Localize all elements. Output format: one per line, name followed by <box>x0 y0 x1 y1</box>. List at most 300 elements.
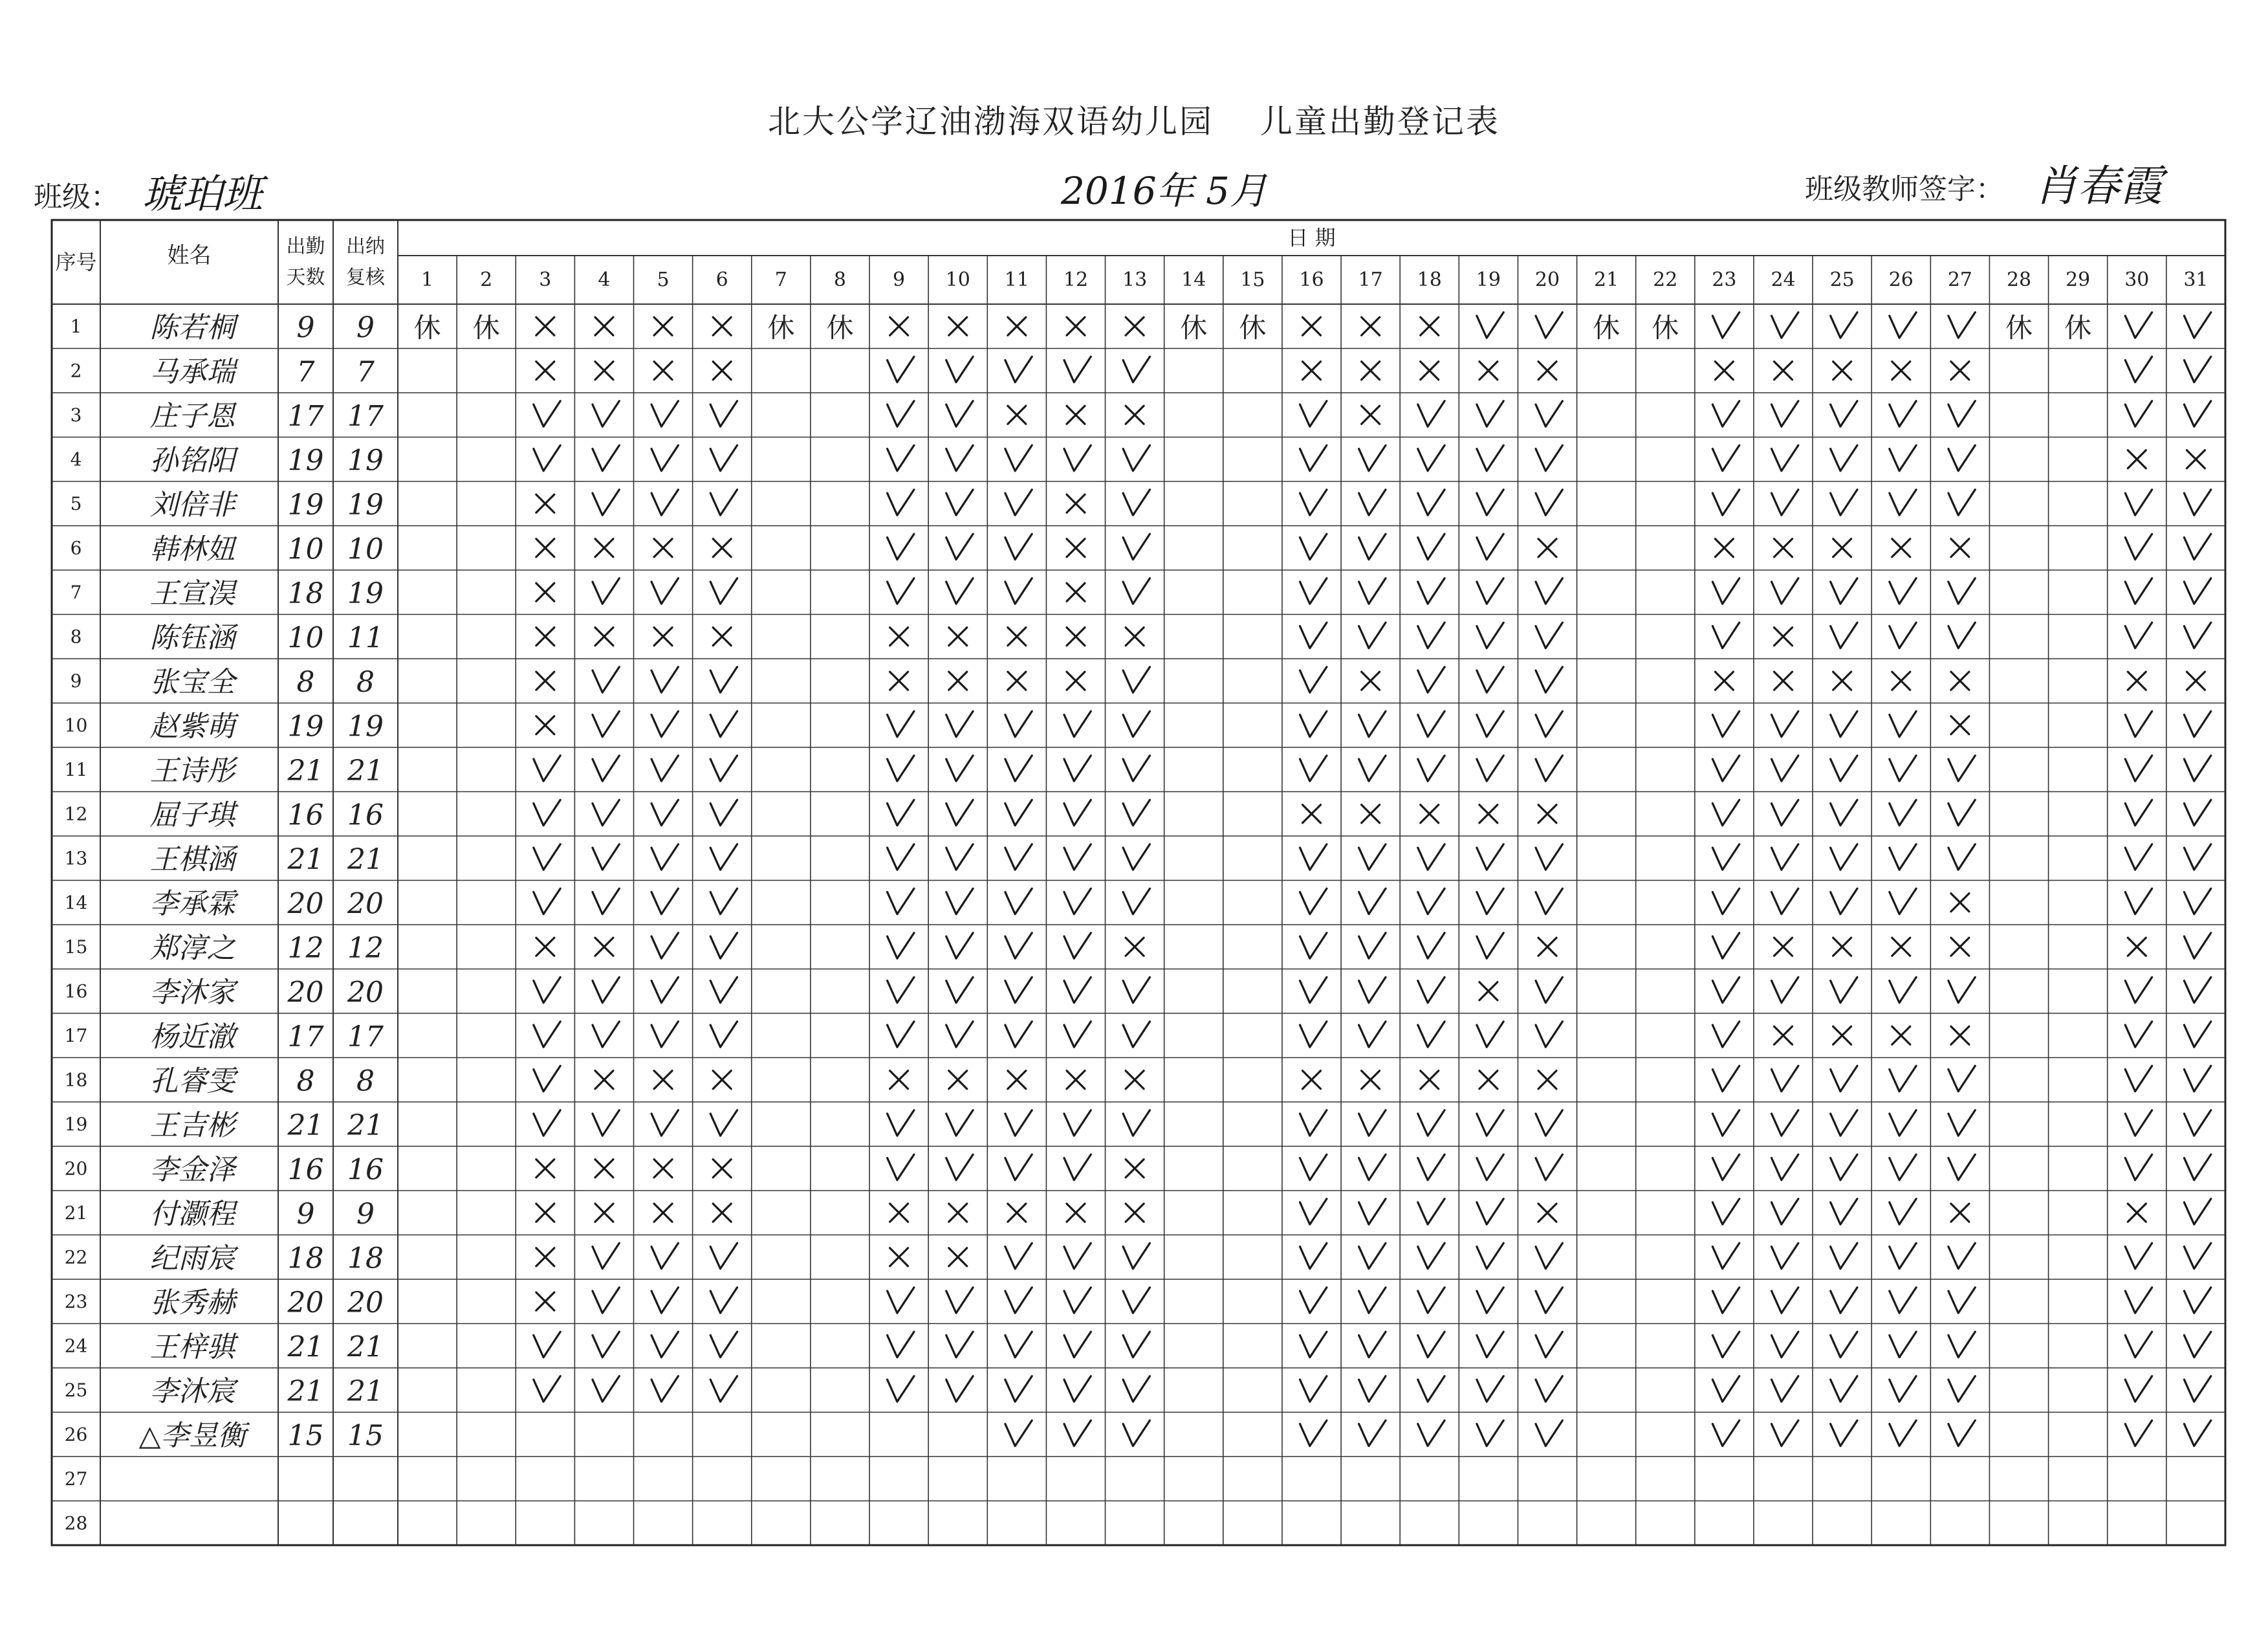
check-mark <box>2184 844 2210 870</box>
review-days: 17 <box>347 399 384 433</box>
absent-mark <box>1008 1204 1026 1222</box>
check-mark <box>1064 933 1091 959</box>
row-seq: 11 <box>64 758 88 780</box>
absent-mark <box>1303 805 1321 823</box>
check-mark <box>2184 313 2210 338</box>
check-mark <box>1300 1110 1327 1136</box>
check-mark <box>1890 578 1916 604</box>
check-mark <box>1536 711 1562 737</box>
check-mark <box>1300 1243 1327 1269</box>
check-mark <box>593 401 619 427</box>
absent-mark <box>1067 317 1085 335</box>
check-mark <box>1359 1332 1386 1358</box>
check-mark <box>2125 490 2152 516</box>
student-name: 王吉彬 <box>149 1108 235 1142</box>
check-mark <box>1123 1332 1150 1358</box>
check-mark <box>1064 1110 1091 1136</box>
check-mark <box>710 977 737 1003</box>
check-mark <box>1831 313 1857 338</box>
check-mark <box>1948 1332 1975 1358</box>
check-mark <box>1712 1110 1739 1136</box>
check-mark <box>1890 756 1916 782</box>
student-name: △李昱衡 <box>138 1419 246 1453</box>
attend-days: 19 <box>287 488 324 522</box>
check-mark <box>651 401 678 427</box>
absent-mark <box>1067 672 1085 690</box>
check-mark <box>1418 711 1445 737</box>
day-header-27: 27 <box>1947 269 1973 291</box>
review-days: 10 <box>347 533 384 566</box>
check-mark <box>651 1376 678 1402</box>
absent-mark <box>595 1160 613 1178</box>
check-mark <box>710 756 737 782</box>
absent-mark <box>536 1204 554 1222</box>
row-seq: 1 <box>70 315 82 337</box>
check-mark <box>1359 1420 1386 1446</box>
check-mark <box>651 756 678 782</box>
check-mark <box>1831 1066 1857 1092</box>
check-mark <box>710 490 737 516</box>
check-mark <box>651 1110 678 1136</box>
check-mark <box>1772 490 1798 516</box>
student-name: 屈子琪 <box>149 798 235 832</box>
check-mark <box>1772 1066 1798 1092</box>
absent-mark <box>595 628 613 646</box>
absent-mark <box>890 628 908 646</box>
check-mark <box>1477 445 1503 471</box>
check-mark <box>593 711 619 737</box>
row-seq: 14 <box>64 892 88 914</box>
check-mark <box>651 888 678 914</box>
check-mark <box>1890 1199 1916 1225</box>
check-mark <box>651 1332 678 1358</box>
review-days: 21 <box>347 1108 384 1142</box>
absent-mark <box>949 672 967 690</box>
check-mark <box>1005 534 1032 560</box>
review-days: 20 <box>347 1286 384 1319</box>
check-mark <box>1536 313 1562 338</box>
check-mark <box>1536 1376 1562 1402</box>
check-mark <box>1536 1332 1562 1358</box>
check-mark <box>1948 1376 1975 1402</box>
check-mark <box>1359 622 1386 648</box>
absent-mark <box>536 716 554 734</box>
absent-mark <box>536 672 554 690</box>
check-mark <box>1890 1154 1916 1180</box>
check-mark <box>2184 534 2210 560</box>
check-mark <box>1477 1022 1503 1048</box>
check-mark <box>888 1288 914 1314</box>
check-mark <box>1359 1243 1386 1269</box>
review-days: 8 <box>356 1064 375 1098</box>
absent-mark <box>1774 539 1793 557</box>
check-mark <box>2125 711 2152 737</box>
check-mark <box>1712 490 1739 516</box>
check-mark <box>888 445 914 471</box>
absent-mark <box>654 628 672 646</box>
check-mark <box>593 888 619 914</box>
check-mark <box>946 933 973 959</box>
check-mark <box>1948 445 1975 471</box>
check-mark <box>2125 1376 2152 1402</box>
check-mark <box>1831 445 1857 471</box>
rest-day-mark: 休 <box>767 311 795 344</box>
row-seq: 26 <box>64 1424 88 1446</box>
check-mark <box>651 1022 678 1048</box>
check-mark <box>888 1022 914 1048</box>
student-name: 张宝全 <box>149 665 235 699</box>
absent-mark <box>2186 450 2205 468</box>
review-days: 20 <box>347 887 384 921</box>
check-mark <box>1359 1376 1386 1402</box>
absent-mark <box>1715 362 1733 380</box>
absent-mark <box>654 1160 672 1178</box>
absent-mark <box>2186 672 2205 690</box>
check-mark <box>1712 578 1739 604</box>
day-header-1: 1 <box>421 269 434 291</box>
check-mark <box>1948 844 1975 870</box>
check-mark <box>1064 1420 1091 1446</box>
absent-mark <box>1362 317 1380 335</box>
absent-mark <box>536 494 554 512</box>
check-mark <box>1831 578 1857 604</box>
absent-mark <box>1892 938 1910 956</box>
check-mark <box>1948 313 1975 338</box>
check-mark <box>1712 1332 1739 1358</box>
check-mark <box>1890 401 1916 427</box>
absent-mark <box>713 628 731 646</box>
check-mark <box>1712 800 1739 826</box>
absent-mark <box>713 362 731 380</box>
check-mark <box>1772 1243 1798 1269</box>
absent-mark <box>1303 317 1321 335</box>
check-mark <box>651 844 678 870</box>
review-days: 9 <box>356 311 375 344</box>
check-mark <box>710 1332 737 1358</box>
check-mark <box>1772 888 1798 914</box>
check-mark <box>1536 888 1562 914</box>
check-mark <box>1890 445 1916 471</box>
check-mark <box>1359 1022 1386 1048</box>
check-mark <box>2184 1420 2210 1446</box>
absent-mark <box>890 1248 908 1266</box>
check-mark <box>1712 977 1739 1003</box>
check-mark <box>1300 578 1327 604</box>
absent-mark <box>713 539 731 557</box>
absent-mark <box>1892 539 1910 557</box>
check-mark <box>1948 800 1975 826</box>
check-mark <box>888 1110 914 1136</box>
check-mark <box>946 401 973 427</box>
check-mark <box>1536 977 1562 1003</box>
check-mark <box>888 534 914 560</box>
check-mark <box>1300 667 1327 693</box>
check-mark <box>710 888 737 914</box>
check-mark <box>2184 578 2210 604</box>
check-mark <box>946 578 973 604</box>
check-mark <box>2184 1376 2210 1402</box>
student-name: 陈钰涵 <box>149 621 235 655</box>
check-mark <box>1831 977 1857 1003</box>
check-mark <box>1712 1022 1739 1048</box>
check-mark <box>593 578 619 604</box>
check-mark <box>1418 933 1445 959</box>
check-mark <box>2125 888 2152 914</box>
check-mark <box>1300 1154 1327 1180</box>
review-days: 7 <box>356 355 375 389</box>
check-mark <box>1712 1420 1739 1446</box>
check-mark <box>1831 490 1857 516</box>
absent-mark <box>1892 362 1910 380</box>
absent-mark <box>1774 628 1793 646</box>
check-mark <box>1005 933 1032 959</box>
rest-day-mark: 休 <box>413 311 441 344</box>
check-mark <box>1005 1376 1032 1402</box>
check-mark <box>710 401 737 427</box>
class-name: 琥珀班 <box>142 170 263 217</box>
row-seq: 23 <box>64 1290 88 1312</box>
check-mark <box>1948 1243 1975 1269</box>
check-mark <box>1890 711 1916 737</box>
row-seq: 25 <box>64 1379 88 1401</box>
absent-mark <box>1126 1204 1144 1222</box>
row-seq: 9 <box>70 670 82 692</box>
row-seq: 16 <box>64 980 88 1002</box>
absent-mark <box>536 317 554 335</box>
absent-mark <box>654 362 672 380</box>
check-mark <box>1712 711 1739 737</box>
check-mark <box>888 401 914 427</box>
check-mark <box>1418 534 1445 560</box>
check-mark <box>710 578 737 604</box>
check-mark <box>1772 578 1798 604</box>
check-mark <box>1477 1420 1503 1446</box>
check-mark <box>593 1376 619 1402</box>
check-mark <box>1005 1288 1032 1314</box>
review-days: 9 <box>356 1197 375 1231</box>
check-mark <box>651 977 678 1003</box>
check-mark <box>888 578 914 604</box>
check-mark <box>946 711 973 737</box>
absent-mark <box>654 317 672 335</box>
check-mark <box>888 756 914 782</box>
attend-days: 21 <box>287 1108 324 1142</box>
check-mark <box>1418 888 1445 914</box>
teacher-signature: 肖春霞 <box>2034 161 2163 211</box>
absent-mark <box>536 1160 554 1178</box>
check-mark <box>2125 1066 2152 1092</box>
review-days: 21 <box>347 1330 384 1364</box>
check-mark <box>2184 977 2210 1003</box>
check-mark <box>2184 711 2210 737</box>
row-seq: 12 <box>64 803 88 825</box>
row-seq: 3 <box>70 404 82 426</box>
attend-days: 20 <box>287 1286 324 1319</box>
absent-mark <box>536 1292 554 1310</box>
check-mark <box>1359 756 1386 782</box>
check-mark <box>1477 490 1503 516</box>
check-mark <box>2125 1110 2152 1136</box>
check-mark <box>1359 1110 1386 1136</box>
check-mark <box>888 844 914 870</box>
check-mark <box>1712 1376 1739 1402</box>
check-mark <box>1005 711 1032 737</box>
check-mark <box>2184 1199 2210 1225</box>
check-mark <box>1005 977 1032 1003</box>
student-name: 庄子恩 <box>149 399 235 433</box>
row-seq: 20 <box>64 1158 88 1180</box>
check-mark <box>1890 1288 1916 1314</box>
absent-mark <box>595 938 613 956</box>
check-mark <box>1300 401 1327 427</box>
check-mark <box>888 1332 914 1358</box>
check-mark <box>1831 1199 1857 1225</box>
check-mark <box>534 1110 560 1136</box>
check-mark <box>534 445 560 471</box>
check-mark <box>1831 711 1857 737</box>
check-mark <box>1948 977 1975 1003</box>
check-mark <box>1418 445 1445 471</box>
check-mark <box>1536 1022 1562 1048</box>
check-mark <box>710 1376 737 1402</box>
absent-mark <box>1067 539 1085 557</box>
check-mark <box>946 756 973 782</box>
attend-days: 15 <box>287 1419 324 1453</box>
check-mark <box>1712 888 1739 914</box>
check-mark <box>1005 1154 1032 1180</box>
row-seq: 6 <box>70 537 82 559</box>
check-mark <box>1123 1110 1150 1136</box>
day-header-17: 17 <box>1358 269 1383 291</box>
day-header-14: 14 <box>1181 269 1206 291</box>
check-mark <box>888 711 914 737</box>
check-mark <box>1477 1154 1503 1180</box>
check-mark <box>1831 1376 1857 1402</box>
check-mark <box>1831 888 1857 914</box>
check-mark <box>1123 711 1150 737</box>
review-days: 17 <box>347 1020 384 1053</box>
student-name: 张秀赫 <box>149 1286 235 1319</box>
absent-mark <box>1479 362 1498 380</box>
absent-mark <box>1421 362 1439 380</box>
check-mark <box>1418 1022 1445 1048</box>
student-name: 付灏程 <box>149 1197 235 1231</box>
check-mark <box>1005 578 1032 604</box>
check-mark <box>1536 490 1562 516</box>
absent-mark <box>1538 805 1556 823</box>
absent-mark <box>1362 805 1380 823</box>
check-mark <box>1831 622 1857 648</box>
check-mark <box>1300 622 1327 648</box>
student-name: 李金泽 <box>149 1153 235 1187</box>
check-mark <box>2125 401 2152 427</box>
check-mark <box>593 1332 619 1358</box>
day-header-28: 28 <box>2006 269 2032 291</box>
absent-mark <box>890 317 908 335</box>
check-mark <box>946 534 973 560</box>
check-mark <box>1948 1110 1975 1136</box>
check-mark <box>1418 1154 1445 1180</box>
day-header-30: 30 <box>2124 269 2150 291</box>
absent-mark <box>1126 628 1144 646</box>
absent-mark <box>890 1071 908 1089</box>
rest-day-mark: 休 <box>1180 311 1208 344</box>
check-mark <box>1712 1154 1739 1180</box>
check-mark <box>1712 1066 1739 1092</box>
check-mark <box>2184 756 2210 782</box>
check-mark <box>1418 1288 1445 1314</box>
check-mark <box>1005 445 1032 471</box>
check-mark <box>1772 1420 1798 1446</box>
check-mark <box>1948 490 1975 516</box>
check-mark <box>2184 357 2210 382</box>
check-mark <box>1831 1420 1857 1446</box>
check-mark <box>1772 711 1798 737</box>
check-mark <box>1772 313 1798 338</box>
absent-mark <box>1008 628 1026 646</box>
year-month: 2016年 5月 <box>1061 169 1267 213</box>
check-mark <box>946 1376 973 1402</box>
row-seq: 19 <box>64 1113 88 1135</box>
check-mark <box>1005 1420 1032 1446</box>
col-header-review: 复核 <box>346 266 385 289</box>
review-days: 20 <box>347 976 384 1009</box>
absent-mark <box>949 317 967 335</box>
check-mark <box>946 800 973 826</box>
check-mark <box>1831 1110 1857 1136</box>
check-mark <box>1123 1243 1150 1269</box>
check-mark <box>710 800 737 826</box>
col-header-name: 姓名 <box>167 243 212 269</box>
attend-days: 10 <box>287 533 324 566</box>
attend-days: 9 <box>296 1197 315 1231</box>
check-mark <box>651 667 678 693</box>
student-name: 李沐家 <box>149 976 235 1009</box>
check-mark <box>1948 1066 1975 1092</box>
check-mark <box>1005 756 1032 782</box>
absent-mark <box>1126 1160 1144 1178</box>
check-mark <box>534 401 560 427</box>
check-mark <box>1890 844 1916 870</box>
check-mark <box>1948 756 1975 782</box>
student-name: 马承瑞 <box>149 355 235 389</box>
check-mark <box>1831 800 1857 826</box>
day-header-11: 11 <box>1004 269 1029 291</box>
check-mark <box>946 357 973 382</box>
day-header-3: 3 <box>539 269 552 291</box>
absent-mark <box>1833 362 1851 380</box>
absent-mark <box>595 1204 613 1222</box>
student-name: 纪雨宸 <box>149 1242 235 1275</box>
absent-mark <box>1126 317 1144 335</box>
attend-days: 17 <box>287 1020 324 1053</box>
check-mark <box>1890 490 1916 516</box>
check-mark <box>1890 977 1916 1003</box>
attend-days: 10 <box>287 621 324 655</box>
check-mark <box>946 1154 973 1180</box>
day-header-25: 25 <box>1829 269 1855 291</box>
check-mark <box>1712 401 1739 427</box>
absent-mark <box>1362 1071 1380 1089</box>
student-name: 陈若桐 <box>149 311 235 344</box>
check-mark <box>2125 622 2152 648</box>
attend-days: 21 <box>287 1330 324 1364</box>
check-mark <box>1536 1110 1562 1136</box>
absent-mark <box>1479 805 1498 823</box>
check-mark <box>2184 1154 2210 1180</box>
check-mark <box>1890 1066 1916 1092</box>
check-mark <box>1948 401 1975 427</box>
